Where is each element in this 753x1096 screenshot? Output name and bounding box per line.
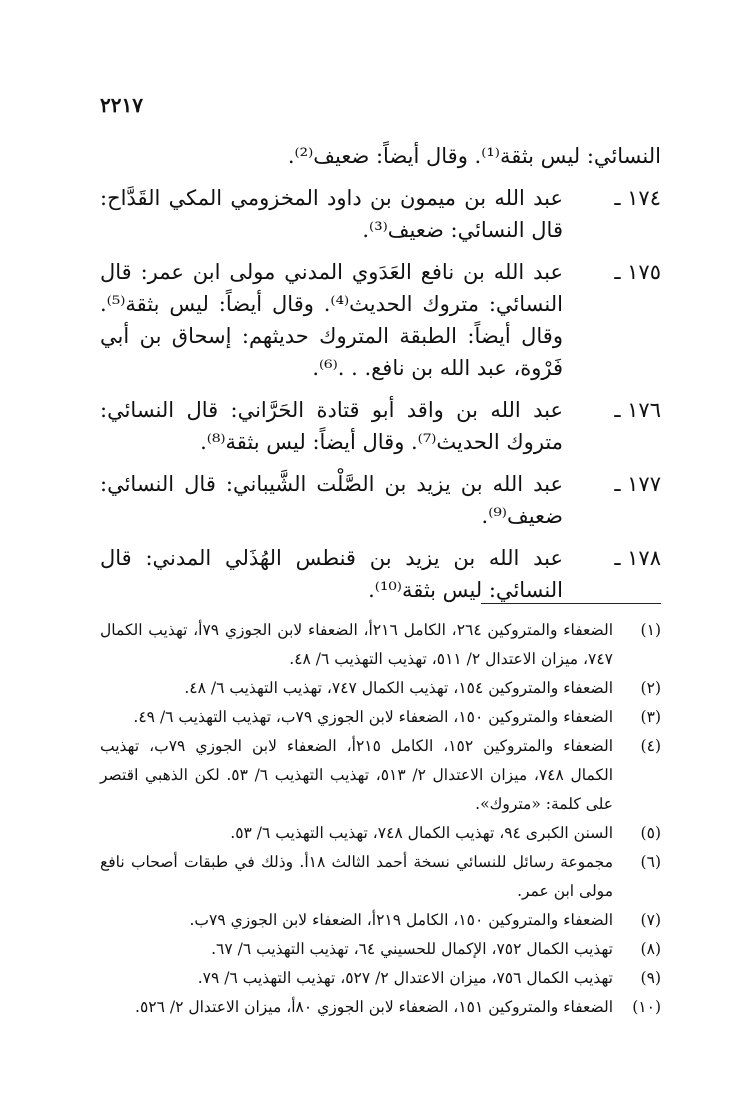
footnote-text: الضعفاء والمتروكين ١٥٠، الكامل ٢١٩أ، الضعفاء لابن الجوزي ٧٩ب. — [189, 911, 613, 929]
footnote-number: (٧) — [640, 911, 661, 929]
footnote-number: (٦) — [640, 853, 661, 871]
footnote-number: (٤) — [640, 737, 661, 755]
footnote-number: (٩) — [640, 969, 661, 987]
entry-text: عبد الله بن ميمون بن داود المخزومي المكي القَدَّاح: قال النسائي: ضعيف⁽³⁾. — [100, 186, 563, 242]
footnote-text: الضعفاء والمتروكين ١٥١، الضعفاء لابن الجوزي ٨٠أ، ميزان الاعتدال ٢/ ٥٢٦. — [135, 998, 613, 1016]
footnote-number: (٥) — [640, 824, 661, 842]
entry-number: ١٧٨ ـ — [614, 546, 661, 570]
footnote-divider — [481, 603, 661, 604]
footnote-6 — [100, 848, 661, 906]
entry-174 — [100, 182, 661, 246]
footnote-10 — [100, 993, 661, 1022]
footnote-text: تهذيب الكمال ٧٥٦، ميزان الاعتدال ٢/ ٥٢٧، تهذيب التهذيب ٦/ ٧٩. — [197, 969, 613, 987]
footnote-5 — [100, 819, 661, 848]
entry-177 — [100, 468, 661, 532]
entry-text: عبد الله بن نافع العَدَوي المدني مولى ابن عمر: قال النسائي: متروك الحديث⁽⁴⁾. وقال أيضاً: ليس بثقة⁽⁵⁾. وقال أيضاً: الطبقة المتروك حديثهم: إسحاق بن أبي فَرْوة، عبد الله بن نافع. . .⁽⁶⁾. — [100, 260, 563, 380]
footnote-number: (١٠) — [632, 998, 661, 1016]
footnote-8 — [100, 935, 661, 964]
page-number: ٢٢١٧ — [100, 93, 143, 117]
footnote-3 — [100, 703, 661, 732]
footnote-text: السنن الكبرى ٩٤، تهذيب الكمال ٧٤٨، تهذيب التهذيب ٦/ ٥٣. — [230, 824, 613, 842]
entry-text: النسائي: ليس بثقة⁽¹⁾. وقال أيضاً: ضعيف⁽²⁾. — [287, 144, 661, 168]
footnote-number: (٨) — [640, 940, 661, 958]
footnote-number: (٢) — [640, 679, 661, 697]
footnote-number: (١) — [640, 621, 661, 639]
entry-text: عبد الله بن يزيد بن الصَّلْت الشَّيباني: قال النسائي: ضعيف⁽⁹⁾. — [100, 472, 563, 528]
entry-number: ١٧٥ ـ — [614, 260, 661, 284]
footnote-text: الضعفاء والمتروكين ٢٦٤، الكامل ٢١٦أ، الضعفاء لابن الجوزي ٧٩أ، تهذيب الكمال ٧٤٧، ميزان الاعتدال ٢/ ٥١١، تهذيب التهذيب ٦/ ٤٨. — [100, 621, 614, 668]
entry-text: عبد الله بن واقد أبو قتادة الحَرَّاني: قال النسائي: متروك الحديث⁽⁷⁾. وقال أيضاً: ليس بثقة⁽⁸⁾. — [100, 398, 563, 454]
entry-text: عبد الله بن يزيد بن قنطس الهُذَلي المدني: قال النسائي: ليس بثقة⁽¹⁰⁾. — [100, 546, 563, 602]
footnote-4 — [100, 732, 661, 819]
footnote-7 — [100, 906, 661, 935]
main-text — [100, 140, 661, 616]
footnote-9 — [100, 964, 661, 993]
entry-continuation — [100, 140, 661, 172]
entry-number: ١٧٦ ـ — [614, 398, 661, 422]
entry-number: ١٧٧ ـ — [614, 472, 661, 496]
footnote-text: الضعفاء والمتروكين ١٥٤، تهذيب الكمال ٧٤٧، تهذيب التهذيب ٦/ ٤٨. — [184, 679, 613, 697]
footnote-2 — [100, 674, 661, 703]
entry-176 — [100, 394, 661, 458]
entry-178 — [100, 542, 661, 606]
entry-175 — [100, 256, 661, 384]
footnote-text: مجموعة رسائل للنسائي نسخة أحمد الثالث ١٨أ. وذلك في طبقات أصحاب نافع مولى ابن عمر. — [100, 853, 613, 900]
footnote-text: تهذيب الكمال ٧٥٢، الإكمال للحسيني ٦٤، تهذيب التهذيب ٦/ ٦٧. — [211, 940, 613, 958]
footnote-text: الضعفاء والمتروكين ١٥٠، الضعفاء لابن الجوزي ٧٩ب، تهذيب التهذيب ٦/ ٤٩. — [133, 708, 613, 726]
entry-number: ١٧٤ ـ — [614, 186, 661, 210]
footnotes — [100, 616, 661, 1022]
footnote-1 — [100, 616, 661, 674]
footnote-number: (٣) — [640, 708, 661, 726]
footnote-text: الضعفاء والمتروكين ١٥٢، الكامل ٢١٥أ، الضعفاء لابن الجوزي ٧٩ب، تهذيب الكمال ٧٤٨، ميزان الاعتدال ٢/ ٥١٣، تهذيب التهذيب ٦/ ٥٣. لكن الذهبي اقتصر على كلمة: «متروك». — [100, 737, 614, 813]
